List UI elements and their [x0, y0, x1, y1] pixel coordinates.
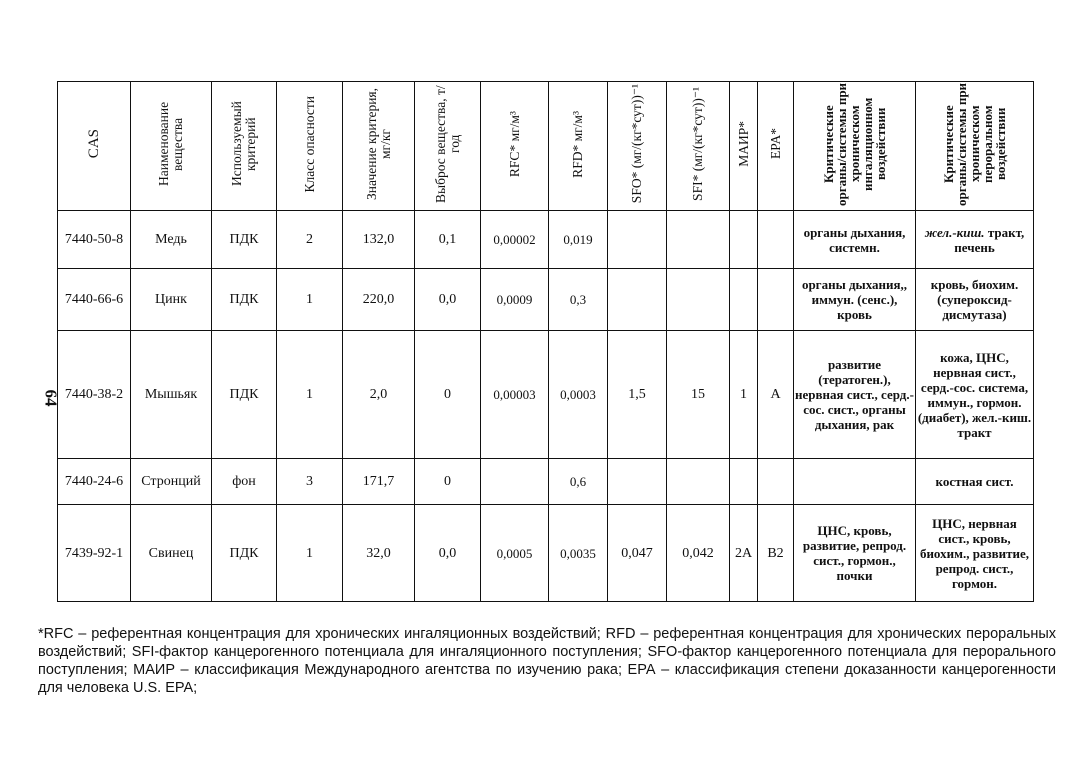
cell-value: 132,0 — [343, 211, 415, 269]
cell-emission: 0,1 — [415, 211, 481, 269]
substances-table — [57, 81, 1034, 602]
footnote: *RFC – референтная концентрация для хронических ингаляционных воздействий; RFD – референтная концентрация для хронических пероральных воздействий; SFI-фактор канцерогенного потенциала для ингаляционного поступления; SFO-фактор канцерогенного потенциала для перорального поступления; МАИР – классификация Международного агентства по изучению рака; ЕРА – классификация степени доказанности канцерогенности для человека U.S. EPA; — [38, 626, 1056, 696]
cell-emission: 0 — [415, 459, 481, 505]
cell-cas: 7440-24-6 — [58, 459, 131, 505]
cell-value: 2,0 — [343, 331, 415, 459]
cell-rfc: 0,00002 — [481, 211, 549, 269]
cell-value: 32,0 — [343, 505, 415, 602]
cell-name: Цинк — [131, 269, 212, 331]
cell-hazard-class: 3 — [277, 459, 343, 505]
table-row-lead — [58, 505, 1034, 602]
cell-sfi: 15 — [667, 331, 730, 459]
header-name: Наименование вещества — [131, 82, 212, 211]
header-iarc: МАИР* — [730, 82, 758, 211]
cell-name: Мышьяк — [131, 331, 212, 459]
cell-emission: 0,0 — [415, 269, 481, 331]
cell-sfo — [608, 211, 667, 269]
cell-cas: 7440-50-8 — [58, 211, 131, 269]
header-sfo: SFO* (мг/(кг*сут))⁻¹ — [608, 82, 667, 211]
cell-sfo — [608, 269, 667, 331]
oral-organs-text: тракт, печень — [954, 224, 1025, 255]
table-row-copper — [58, 211, 1034, 269]
cell-sfo — [608, 459, 667, 505]
header-hazard-class: Класс опасности — [277, 82, 343, 211]
cell-iarc — [730, 269, 758, 331]
cell-rfd: 0,0003 — [549, 331, 608, 459]
cell-oral-organs: ЦНС, нервная сист., кровь, биохим., развитие, репрод. сист., гормон. — [916, 505, 1034, 602]
cell-oral-organs: костная сист. — [916, 459, 1034, 505]
cell-criterion: ПДК — [212, 211, 277, 269]
cell-name: Стронций — [131, 459, 212, 505]
header-cas: CAS — [58, 82, 131, 211]
cell-inhalation-organs: ЦНС, кровь, развитие, репрод. сист., гормон., почки — [794, 505, 916, 602]
cell-name: Медь — [131, 211, 212, 269]
cell-iarc — [730, 459, 758, 505]
cell-sfi — [667, 211, 730, 269]
cell-name: Свинец — [131, 505, 212, 602]
header-criterion: Используемый критерий — [212, 82, 277, 211]
table-row-zinc — [58, 269, 1034, 331]
cell-emission: 0 — [415, 331, 481, 459]
cell-cas: 7440-38-2 — [58, 331, 131, 459]
cell-value: 220,0 — [343, 269, 415, 331]
cell-rfc: 0,00003 — [481, 331, 549, 459]
cell-hazard-class: 2 — [277, 211, 343, 269]
cell-iarc: 2A — [730, 505, 758, 602]
cell-rfc — [481, 459, 549, 505]
header-value: Значение критерия, мг/кг — [343, 82, 415, 211]
cell-inhalation-organs — [794, 459, 916, 505]
cell-hazard-class: 1 — [277, 331, 343, 459]
cell-epa — [758, 269, 794, 331]
cell-oral-organs: кожа, ЦНС, нервная сист., серд.-сос. система, иммун., гормон. (диабет), жел.-киш. тракт — [916, 331, 1034, 459]
cell-iarc: 1 — [730, 331, 758, 459]
cell-epa: B2 — [758, 505, 794, 602]
header-rfc: RFC* мг/м³ — [481, 82, 549, 211]
cell-hazard-class: 1 — [277, 505, 343, 602]
table-container — [57, 81, 1034, 602]
cell-criterion: ПДК — [212, 331, 277, 459]
cell-sfi — [667, 269, 730, 331]
cell-epa: A — [758, 331, 794, 459]
cell-hazard-class: 1 — [277, 269, 343, 331]
cell-rfd: 0,6 — [549, 459, 608, 505]
cell-rfc: 0,0005 — [481, 505, 549, 602]
cell-cas: 7439-92-1 — [58, 505, 131, 602]
cell-rfc: 0,0009 — [481, 269, 549, 331]
oral-organs-italic: жел.-киш. — [924, 224, 985, 240]
cell-sfi: 0,042 — [667, 505, 730, 602]
cell-rfd: 0,0035 — [549, 505, 608, 602]
cell-criterion: ПДК — [212, 505, 277, 602]
cell-inhalation-organs: органы дыхания,, иммун. (сенс.), кровь — [794, 269, 916, 331]
table-row-strontium — [58, 459, 1034, 505]
header-epa: EPA* — [758, 82, 794, 211]
cell-inhalation-organs: органы дыхания, системн. — [794, 211, 916, 269]
header-sfi: SFI* (мг/(кг*сут))⁻¹ — [667, 82, 730, 211]
cell-oral-organs — [916, 211, 1034, 269]
cell-epa — [758, 211, 794, 269]
header-emission: Выброс вещества, т/год — [415, 82, 481, 211]
cell-emission: 0,0 — [415, 505, 481, 602]
cell-value: 171,7 — [343, 459, 415, 505]
page-number: 64 — [41, 389, 61, 407]
cell-sfi — [667, 459, 730, 505]
cell-cas: 7440-66-6 — [58, 269, 131, 331]
cell-criterion: фон — [212, 459, 277, 505]
cell-sfo: 0,047 — [608, 505, 667, 602]
cell-inhalation-organs: развитие (тератоген.), нервная сист., серд.-сос. сист., органы дыхания, рак — [794, 331, 916, 459]
cell-rfd: 0,3 — [549, 269, 608, 331]
header-rfd: RFD* мг/м³ — [549, 82, 608, 211]
table-row-arsenic — [58, 331, 1034, 459]
header-oral-organs: Критические органы/системы при хроническом пероральном воздействии — [916, 82, 1034, 211]
cell-rfd: 0,019 — [549, 211, 608, 269]
cell-criterion: ПДК — [212, 269, 277, 331]
cell-oral-organs: кровь, биохим. (супероксид-дисмутаза) — [916, 269, 1034, 331]
cell-epa — [758, 459, 794, 505]
cell-sfo: 1,5 — [608, 331, 667, 459]
table-header-row — [58, 82, 1034, 211]
cell-iarc — [730, 211, 758, 269]
header-inhalation-organs: Критические органы/системы при хроническом ингаляционном воздействии — [794, 82, 916, 211]
